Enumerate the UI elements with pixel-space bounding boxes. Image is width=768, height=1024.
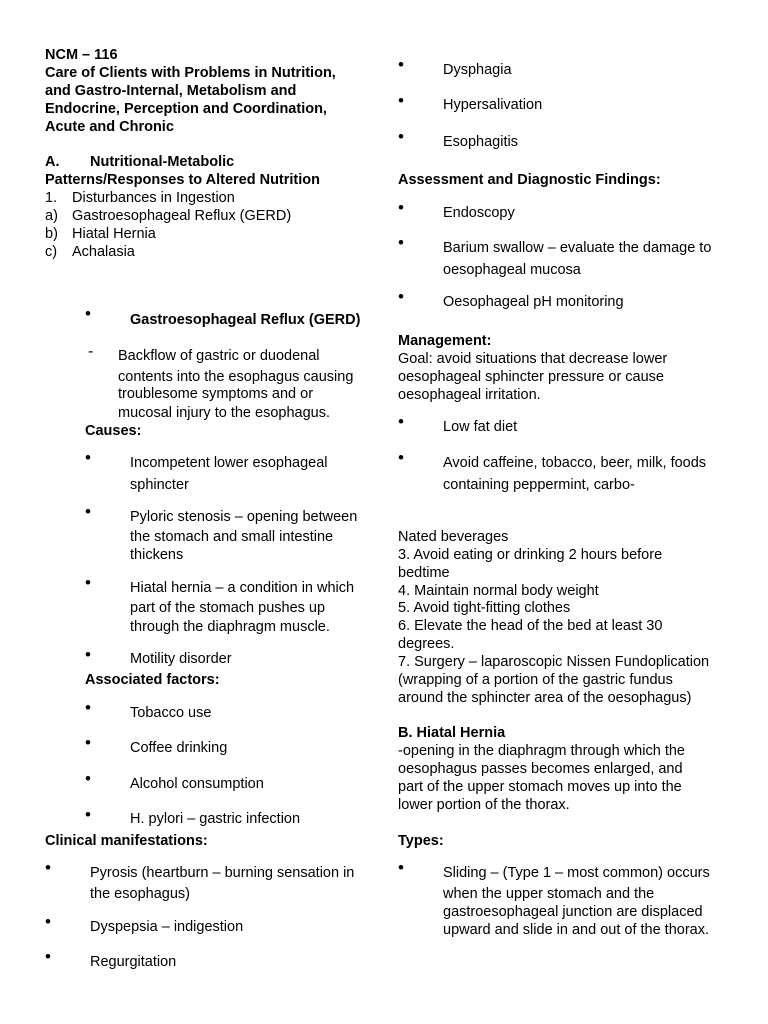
- management-line: 6. Elevate the head of the bed at least 30: [398, 618, 663, 634]
- hiatal-line: -opening in the diaphragm through which the: [398, 743, 685, 759]
- clinical-item: the esophagus): [90, 886, 190, 902]
- type-line: gastroesophageal junction are displaced: [443, 904, 703, 920]
- list-item: Gastroesophageal Reflux (GERD): [72, 208, 292, 224]
- list-marker: 1.: [45, 190, 58, 206]
- course-title-line: Care of Clients with Problems in Nutrition,: [45, 65, 336, 81]
- management-item: containing peppermint, carbo-: [443, 477, 635, 493]
- section-heading: Nutritional-Metabolic: [90, 154, 235, 170]
- bullet-icon: •: [398, 127, 404, 146]
- management-line: (wrapping of a portion of the gastric fundus: [398, 672, 673, 688]
- associated-heading: Associated factors:: [85, 672, 220, 688]
- goal-line: Goal: avoid situations that decrease lower: [398, 351, 668, 367]
- definition-line: troublesome symptoms and or: [118, 386, 314, 402]
- cause-line: thickens: [130, 547, 184, 563]
- associated-item: Alcohol consumption: [130, 776, 264, 792]
- course-title-line: and Gastro-Internal, Metabolism and: [45, 83, 297, 99]
- cause-line: Pyloric stenosis – opening between: [130, 509, 358, 525]
- definition-line: mucosal injury to the esophagus.: [118, 405, 330, 421]
- list-marker: a): [45, 208, 58, 224]
- cause-line: through the diaphragm muscle.: [130, 619, 330, 635]
- bullet-icon: •: [85, 769, 91, 788]
- management-line: degrees.: [398, 636, 455, 652]
- management-line: Nated beverages: [398, 529, 509, 545]
- bullet-icon: •: [85, 805, 91, 824]
- symptom-item: Hypersalivation: [443, 97, 543, 113]
- management-line: 4. Maintain normal body weight: [398, 583, 599, 599]
- associated-item: Tobacco use: [130, 705, 212, 721]
- course-title-line: Acute and Chronic: [45, 119, 174, 135]
- assessment-item: Barium swallow – evaluate the damage to: [443, 240, 712, 256]
- bullet-icon: •: [398, 412, 404, 431]
- type-line: Sliding – (Type 1 – most common) occurs: [443, 865, 710, 881]
- bullet-icon: •: [398, 448, 404, 467]
- list-item: Disturbances in Ingestion: [72, 190, 235, 206]
- clinical-heading: Clinical manifestations:: [45, 833, 208, 849]
- bullet-icon: •: [45, 947, 51, 966]
- cause-line: sphincter: [130, 477, 189, 493]
- bullet-icon: •: [398, 91, 404, 110]
- clinical-item: Dyspepsia – indigestion: [90, 919, 244, 935]
- clinical-item: Pyrosis (heartburn – burning sensation in: [90, 865, 355, 881]
- management-line: 7. Surgery – laparoscopic Nissen Fundoplication: [398, 654, 710, 670]
- management-line: 5. Avoid tight-fitting clothes: [398, 600, 571, 616]
- dash-icon: -: [88, 343, 94, 360]
- list-marker: b): [45, 226, 58, 242]
- definition-line: contents into the esophagus causing: [118, 369, 354, 385]
- hiatal-line: oesophagus passes becomes enlarged, and: [398, 761, 683, 777]
- bullet-icon: •: [398, 233, 404, 252]
- management-line: bedtime: [398, 565, 450, 581]
- assessment-item: Oesophageal pH monitoring: [443, 294, 624, 310]
- cause-line: Incompetent lower esophageal: [130, 455, 328, 471]
- clinical-item: Regurgitation: [90, 954, 177, 970]
- associated-item: H. pylori – gastric infection: [130, 811, 301, 827]
- cause-line: the stomach and small intestine: [130, 529, 334, 545]
- cause-line: Motility disorder: [130, 651, 232, 667]
- course-code: NCM – 116: [45, 47, 118, 63]
- bullet-icon: •: [85, 698, 91, 717]
- bullet-icon: •: [85, 448, 91, 467]
- management-item: Avoid caffeine, tobacco, beer, milk, foods: [443, 455, 707, 471]
- hiatal-line: part of the upper stomach moves up into the: [398, 779, 682, 795]
- bullet-icon: •: [85, 733, 91, 752]
- cause-line: part of the stomach pushes up: [130, 600, 326, 616]
- bullet-icon: •: [85, 304, 91, 323]
- gerd-title: Gastroesophageal Reflux (GERD): [130, 312, 361, 328]
- list-item: Achalasia: [72, 244, 135, 260]
- bullet-icon: •: [398, 55, 404, 74]
- types-heading: Types:: [398, 833, 444, 849]
- assessment-item: oesophageal mucosa: [443, 262, 581, 278]
- bullet-icon: •: [85, 502, 91, 521]
- bullet-icon: •: [85, 573, 91, 592]
- causes-heading: Causes:: [85, 423, 142, 439]
- goal-line: oesophageal irritation.: [398, 387, 541, 403]
- symptom-item: Dysphagia: [443, 62, 512, 78]
- bullet-icon: •: [85, 645, 91, 664]
- type-line: when the upper stomach and the: [443, 886, 655, 902]
- list-marker: c): [45, 244, 58, 260]
- symptom-item: Esophagitis: [443, 134, 518, 150]
- bullet-icon: •: [398, 858, 404, 877]
- course-title-line: Endocrine, Perception and Coordination,: [45, 101, 327, 117]
- associated-item: Coffee drinking: [130, 740, 228, 756]
- bullet-icon: •: [398, 287, 404, 306]
- goal-line: oesophageal sphincter pressure or cause: [398, 369, 664, 385]
- bullet-icon: •: [398, 198, 404, 217]
- bullet-icon: •: [45, 912, 51, 931]
- section-heading: Patterns/Responses to Altered Nutrition: [45, 172, 321, 188]
- bullet-icon: •: [45, 858, 51, 877]
- hiatal-line: lower portion of the thorax.: [398, 797, 570, 813]
- hiatal-heading: B. Hiatal Hernia: [398, 725, 506, 741]
- management-line: around the sphincter area of the oesophagus): [398, 690, 692, 706]
- list-item: Hiatal Hernia: [72, 226, 156, 242]
- management-heading: Management:: [398, 333, 492, 349]
- assessment-heading: Assessment and Diagnostic Findings:: [398, 172, 661, 188]
- management-item: Low fat diet: [443, 419, 518, 435]
- definition-line: Backflow of gastric or duodenal: [118, 348, 320, 364]
- section-letter: A.: [45, 154, 60, 170]
- assessment-item: Endoscopy: [443, 205, 515, 221]
- type-line: upward and slide in and out of the thorax.: [443, 922, 710, 938]
- management-line: 3. Avoid eating or drinking 2 hours before: [398, 547, 663, 563]
- cause-line: Hiatal hernia – a condition in which: [130, 580, 355, 596]
